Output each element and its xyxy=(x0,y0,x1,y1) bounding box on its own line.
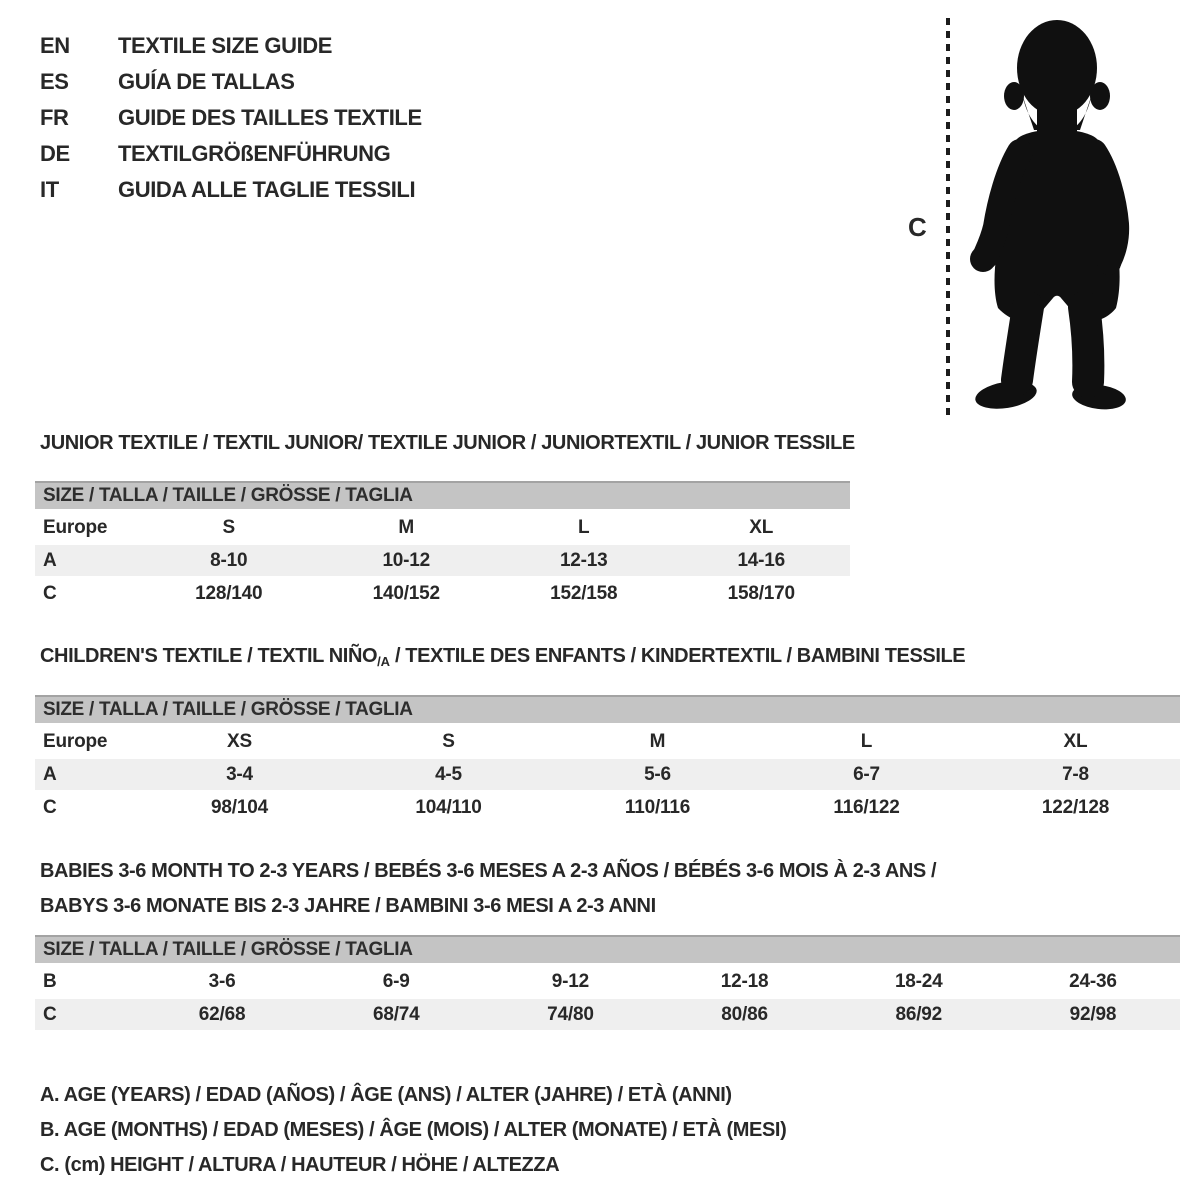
size-header-bar: SIZE / TALLA / TAILLE / GRÖSSE / TAGLIA xyxy=(35,481,850,509)
table-row-europe xyxy=(35,512,850,543)
age-cell: 10-12 xyxy=(382,549,431,571)
row-label: Europe xyxy=(43,730,108,752)
title-subscript: /A xyxy=(377,654,390,669)
babies-title-line1: BABIES 3-6 MONTH TO 2-3 YEARS / BEBÉS 3-6 MESES A 2-3 AÑOS / BÉBÉS 3-6 MOIS À 2-3 ANS / xyxy=(40,860,937,882)
size-cell: L xyxy=(860,730,873,752)
row-label: C xyxy=(43,582,57,604)
legend-line-b: B. AGE (MONTHS) / EDAD (MESES) / ÂGE (MOIS) / ALTER (MONATE) / ETÀ (MESI) xyxy=(40,1119,787,1141)
babies-title-line2: BABYS 3-6 MONATE BIS 2-3 JAHRE / BAMBINI 3-6 MESI A 2-3 ANNI xyxy=(40,895,656,917)
size-cell: S xyxy=(222,516,235,538)
row-label: C xyxy=(43,1003,57,1025)
months-cell: 12-18 xyxy=(720,970,769,992)
table-row-height xyxy=(35,578,850,609)
size-header-bar: SIZE / TALLA / TAILLE / GRÖSSE / TAGLIA xyxy=(35,695,1180,723)
lang-row-en xyxy=(40,28,422,64)
height-cell: 140/152 xyxy=(372,582,440,604)
months-cell: 9-12 xyxy=(551,970,590,992)
table-row-height xyxy=(35,999,1180,1030)
months-cell: 18-24 xyxy=(894,970,943,992)
table-row-months xyxy=(35,966,1180,997)
row-label: A xyxy=(43,549,57,571)
language-header xyxy=(40,28,422,208)
legend xyxy=(35,1078,1180,1183)
height-cell: 74/80 xyxy=(547,1003,594,1025)
height-cell: 104/110 xyxy=(415,796,482,818)
lang-title: TEXTILGRÖßENFÜHRUNG xyxy=(118,141,391,166)
height-cell: 98/104 xyxy=(211,796,268,818)
size-cell: M xyxy=(398,516,415,538)
height-cell: 86/92 xyxy=(895,1003,943,1025)
age-cell: 8-10 xyxy=(210,549,248,571)
age-cell: 6-7 xyxy=(853,763,880,785)
section-title-children xyxy=(35,645,1180,673)
lang-title: TEXTILE SIZE GUIDE xyxy=(118,33,333,58)
size-cell: M xyxy=(649,730,666,752)
height-cell: 68/74 xyxy=(372,1003,420,1025)
months-cell: 24-36 xyxy=(1069,970,1117,992)
height-cell: 110/116 xyxy=(624,796,691,818)
height-cell: 122/128 xyxy=(1041,796,1110,818)
table-row-height xyxy=(35,792,1180,823)
toddler-silhouette-icon xyxy=(968,12,1143,417)
lang-title: GUIDE DES TAILLES TEXTILE xyxy=(118,105,422,130)
lang-code: FR xyxy=(40,105,69,130)
lang-row-de xyxy=(40,136,422,172)
size-cell: L xyxy=(578,516,590,538)
measure-label-c: C xyxy=(908,212,927,242)
height-cell: 80/86 xyxy=(721,1003,768,1025)
row-label: C xyxy=(43,796,57,818)
lang-title: GUIDA ALLE TAGLIE TESSILI xyxy=(118,177,416,202)
age-cell: 3-4 xyxy=(226,763,253,785)
table-row-europe xyxy=(35,726,1180,757)
legend-line-a: A. AGE (YEARS) / EDAD (AÑOS) / ÂGE (ANS) / ALTER (JAHRE) / ETÀ (ANNI) xyxy=(40,1084,732,1106)
months-cell: 3-6 xyxy=(208,970,236,992)
lang-code: IT xyxy=(40,177,59,202)
title-part: CHILDREN'S TEXTILE / TEXTIL NIÑO xyxy=(40,645,378,667)
size-cell: XL xyxy=(1063,730,1088,752)
age-cell: 7-8 xyxy=(1062,763,1089,785)
section-title-junior: JUNIOR TEXTILE / TEXTIL JUNIOR/ TEXTILE JUNIOR / JUNIORTEXTIL / JUNIOR TESSILE xyxy=(40,432,855,454)
height-cell: 128/140 xyxy=(195,582,263,604)
age-cell: 14-16 xyxy=(737,549,786,571)
height-cell: 116/122 xyxy=(833,796,900,818)
height-measure-line xyxy=(946,18,950,416)
lang-row-fr xyxy=(40,100,422,136)
height-cell: 158/170 xyxy=(727,582,795,604)
size-cell: XL xyxy=(749,516,774,538)
size-cell: S xyxy=(442,730,455,752)
height-cell: 152/158 xyxy=(550,582,618,604)
lang-title: GUÍA DE TALLAS xyxy=(118,69,295,94)
legend-line-c: C. (cm) HEIGHT / ALTURA / HAUTEUR / HÖHE / ALTEZZA xyxy=(40,1154,560,1176)
row-label: B xyxy=(43,970,57,992)
lang-row-it xyxy=(40,172,422,208)
age-cell: 12-13 xyxy=(559,549,608,571)
row-label: Europe xyxy=(43,516,108,538)
height-cell: 62/68 xyxy=(198,1003,246,1025)
lang-code: DE xyxy=(40,141,70,166)
row-label: A xyxy=(43,763,57,785)
age-cell: 4-5 xyxy=(435,763,462,785)
size-tables xyxy=(35,432,1180,1183)
section-title-babies xyxy=(35,854,1180,924)
table-row-age xyxy=(35,545,850,576)
lang-code: EN xyxy=(40,33,70,58)
height-cell: 92/98 xyxy=(1069,1003,1117,1025)
age-cell: 5-6 xyxy=(644,763,671,785)
table-row-age xyxy=(35,759,1180,790)
months-cell: 6-9 xyxy=(382,970,410,992)
title-part: / TEXTILE DES ENFANTS / KINDERTEXTIL / BAMBINI TESSILE xyxy=(389,645,966,667)
lang-code: ES xyxy=(40,69,69,94)
size-header-bar: SIZE / TALLA / TAILLE / GRÖSSE / TAGLIA xyxy=(35,935,1180,963)
size-cell: XS xyxy=(227,730,252,752)
lang-row-es xyxy=(40,64,422,100)
